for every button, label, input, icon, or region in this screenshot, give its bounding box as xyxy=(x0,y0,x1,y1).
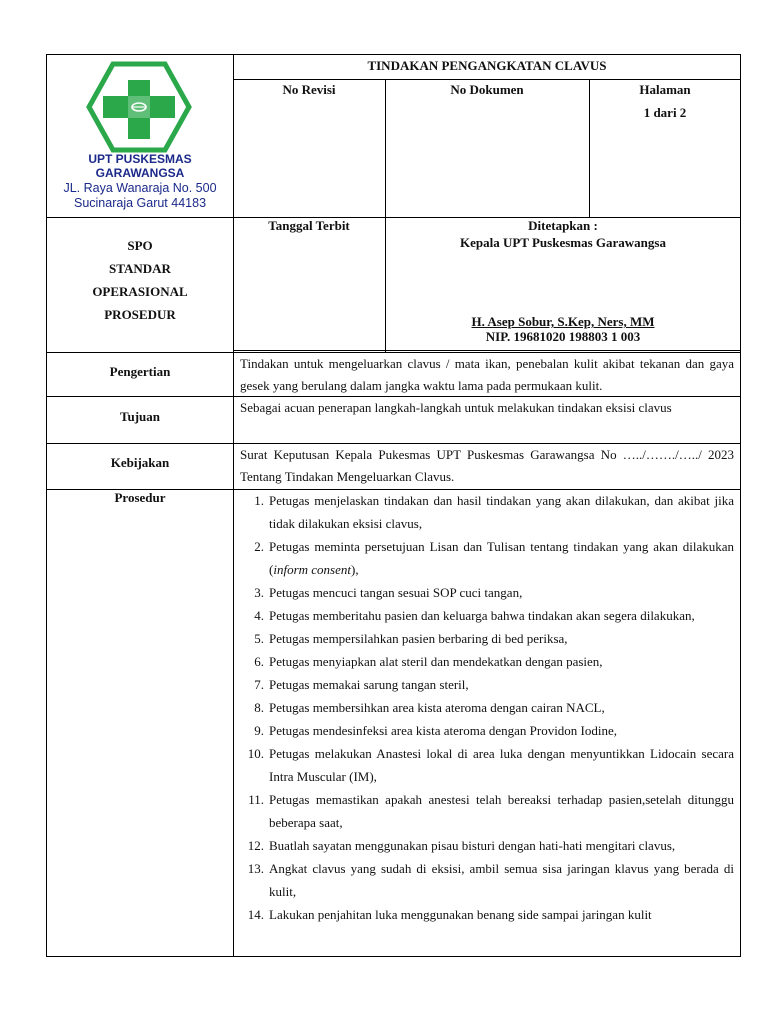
list-item xyxy=(240,857,734,903)
prosedur-list xyxy=(240,489,734,926)
document-title: TINDAKAN PENGANGKATAN CLAVUS xyxy=(367,58,607,73)
org-address-line1: JL. Raya Wanaraja No. 500 xyxy=(63,181,217,195)
step-number: 10. xyxy=(247,746,264,761)
signer-nip: NIP. 19681020 198803 1 003 xyxy=(485,329,641,344)
puskesmas-logo-icon xyxy=(85,61,193,153)
step-number: 12. xyxy=(247,838,264,853)
org-name-line2: GARAWANGSA xyxy=(95,166,185,180)
step-text: Lakukan penjahitan luka menggunakan benang side sampai jaringan kulit xyxy=(269,907,652,922)
divider xyxy=(589,79,590,217)
tujuan-text: Sebagai acuan penerapan langkah-langkah untuk melakukan tindakan eksisi clavus xyxy=(240,400,672,415)
step-number: 13. xyxy=(247,861,264,876)
list-item xyxy=(240,696,734,719)
signer-name: H. Asep Sobur, S.Kep, Ners, MM xyxy=(471,314,655,329)
step-text: Petugas mencuci tangan sesuai SOP cuci tangan, xyxy=(269,585,523,600)
tujuan-label: Tujuan xyxy=(120,409,160,424)
step-text: Petugas memberitahu pasien dan keluarga bahwa tindakan akan segera dilakukan, xyxy=(269,608,695,623)
ditetapkan-label: Ditetapkan : xyxy=(528,218,598,233)
list-item xyxy=(240,834,734,857)
list-item xyxy=(240,581,734,604)
step-text: Petugas memakai sarung tangan steril, xyxy=(269,677,469,692)
step-text: Buatlah sayatan menggunakan pisau bisturi dengan hati-hati mengitari clavus, xyxy=(269,838,676,853)
org-name-line1: UPT PUSKESMAS xyxy=(88,152,192,166)
divider xyxy=(233,55,234,957)
halaman-label: Halaman xyxy=(639,82,691,97)
spo-prosedur-label: PROSEDUR xyxy=(104,307,176,322)
list-item xyxy=(240,788,734,834)
step-text: Petugas melakukan Anastesi lokal di area luka dengan menyuntikkan Lidocain secara Intra Muscular (IM), xyxy=(269,746,734,784)
step-number: 4. xyxy=(254,608,264,623)
no-revisi-label: No Revisi xyxy=(282,82,336,97)
step-text: ), xyxy=(350,562,359,577)
step-number: 6. xyxy=(254,654,264,669)
step-text: Petugas menjelaskan tindakan dan hasil tindakan yang akan dilakukan, dan akibat jika tidak dilakukan eksisi clavus, xyxy=(269,493,734,531)
step-number: 1. xyxy=(254,493,264,508)
ditetapkan-jabatan: Kepala UPT Puskesmas Garawangsa xyxy=(460,235,666,250)
step-number: 5. xyxy=(254,631,264,646)
step-number: 7. xyxy=(254,677,264,692)
step-text: Petugas meminta persetujuan Lisan dan Tulisan tentang tindakan yang akan dilakukan ( xyxy=(269,539,734,577)
pengertian-text: Tindakan untuk mengeluarkan clavus / mata ikan, penebalan kulit akibat tekanan dan gaya gesek yang berulang dalam jangka waktu lama pada permukaan kulit. xyxy=(240,356,734,393)
step-text-italic: inform consent xyxy=(273,562,351,577)
spo-operasional-label: OPERASIONAL xyxy=(92,284,188,299)
list-item xyxy=(240,903,734,926)
list-item xyxy=(240,650,734,673)
list-item xyxy=(240,535,734,581)
list-item xyxy=(240,627,734,650)
step-text: Angkat clavus yang sudah di eksisi, ambil semua sisa jaringan klavus yang berada di kulit, xyxy=(269,861,734,899)
step-text: Petugas membersihkan area kista ateroma dengan cairan NACL, xyxy=(269,700,605,715)
spo-label: SPO xyxy=(127,238,153,253)
list-item xyxy=(240,604,734,627)
pengertian-label: Pengertian xyxy=(109,364,171,379)
divider xyxy=(233,350,741,351)
tanggal-terbit-label: Tanggal Terbit xyxy=(268,218,350,233)
kebijakan-label: Kebijakan xyxy=(110,455,170,470)
step-text: Petugas menyiapkan alat steril dan mendekatkan dengan pasien, xyxy=(269,654,603,669)
step-text: Petugas mempersilahkan pasien berbaring di bed periksa, xyxy=(269,631,568,646)
step-number: 3. xyxy=(254,585,264,600)
spo-standar-label: STANDAR xyxy=(109,261,171,276)
org-address-line2: Sucinaraja Garut 44183 xyxy=(73,196,207,210)
spo-document xyxy=(46,54,741,957)
no-dokumen-label: No Dokumen xyxy=(450,82,524,97)
halaman-value: 1 dari 2 xyxy=(643,105,687,120)
step-text: Petugas mendesinfeksi area kista ateroma dengan Providon Iodine, xyxy=(269,723,618,738)
step-number: 9. xyxy=(254,723,264,738)
list-item xyxy=(240,719,734,742)
step-number: 11. xyxy=(248,792,264,807)
list-item xyxy=(240,673,734,696)
list-item xyxy=(240,742,734,788)
step-text: Petugas memastikan apakah anestesi telah bereaksi terhadap pasien,setelah ditunggu beberapa saat, xyxy=(269,792,734,830)
step-number: 2. xyxy=(254,539,264,554)
divider xyxy=(233,79,741,80)
divider xyxy=(385,79,386,217)
prosedur-label: Prosedur xyxy=(114,490,166,505)
step-number: 14. xyxy=(247,907,264,922)
list-item xyxy=(240,489,734,535)
kebijakan-text: Surat Keputusan Kepala Pukesmas UPT Puskesmas Garawangsa No …../……./…../ 2023 Tentang Tindakan Mengeluarkan Clavus. xyxy=(240,447,734,484)
step-number: 8. xyxy=(254,700,264,715)
